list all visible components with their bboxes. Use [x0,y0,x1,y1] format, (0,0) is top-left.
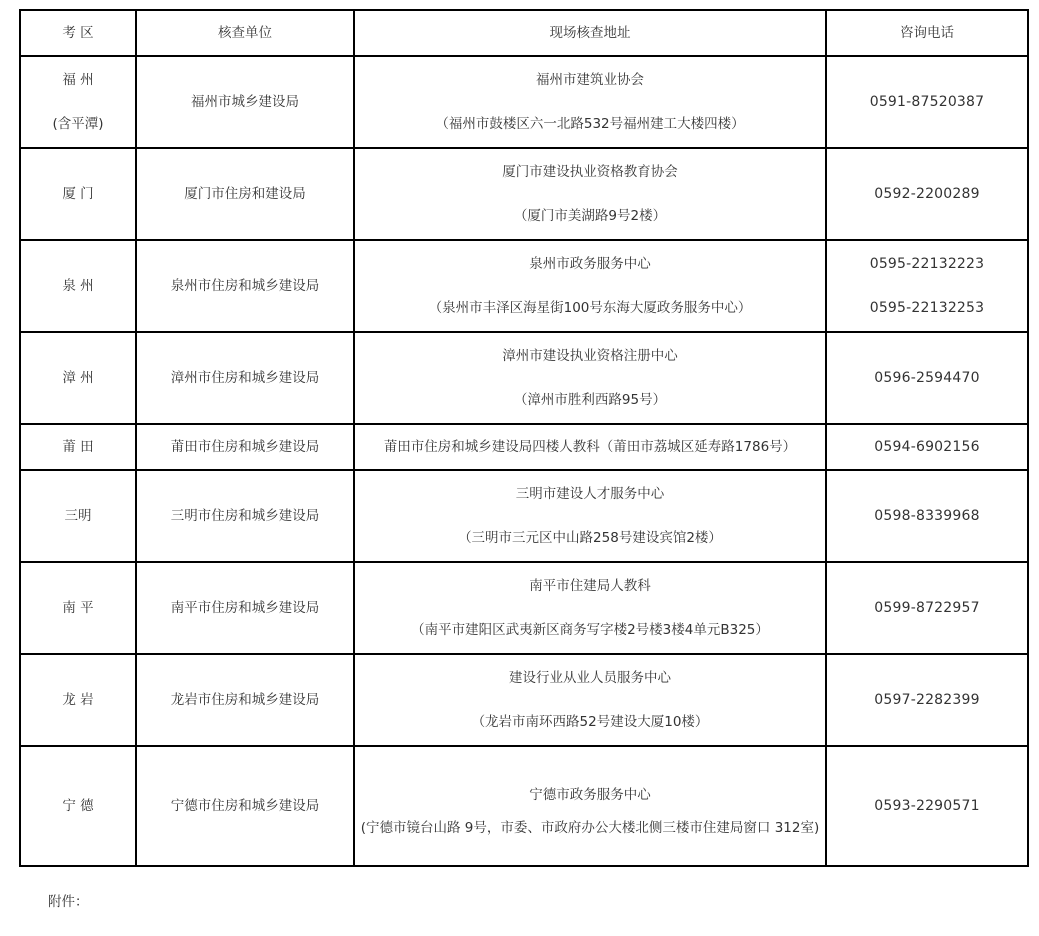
table-row [20,562,1028,654]
phone-cell: 0599-8722957 [826,562,1028,654]
unit-cell: 漳州市住房和城乡建设局 [136,332,354,424]
address-detail: （泉州市丰泽区海星街100号东海大厦政务服务中心） [428,300,752,316]
phone-cell: 0594-6902156 [826,424,1028,470]
phone-cell: 0598-8339968 [826,470,1028,562]
address-detail: （三明市三元区中山路258号建设宾馆2楼） [458,530,722,546]
header-address: 现场核查地址 [354,10,826,56]
address-org: 泉州市政务服务中心 [529,256,651,272]
verification-table [19,9,1029,867]
phone-cell: 0597-2282399 [826,654,1028,746]
address-org: 福州市建筑业协会 [536,72,644,88]
region-note: (含平潭) [52,116,104,132]
address-org: 南平市住建局人教科 [529,578,651,594]
address-org: 宁德市政务服务中心 [529,787,651,803]
phone-cell: 0593-2290571 [826,746,1028,866]
address-detail: （南平市建阳区武夷新区商务写字楼2号楼3楼4单元B325） [411,622,769,638]
phone-secondary: 0595-22132253 [869,300,985,316]
unit-cell: 南平市住房和城乡建设局 [136,562,354,654]
table-row [20,654,1028,746]
region-cell: 漳 州 [20,332,136,424]
address-detail: （厦门市美湖路9号2楼） [513,208,667,224]
region-cell: 莆 田 [20,424,136,470]
address-org: 漳州市建设执业资格注册中心 [502,348,678,364]
address-detail: （漳州市胜利西路95号） [513,392,667,408]
header-unit: 核查单位 [136,10,354,56]
attachment-label: 附件： [48,894,89,910]
phone-primary: 0595-22132223 [869,256,985,272]
region-cell: 三明 [20,470,136,562]
phone-cell [826,240,1028,332]
unit-cell: 泉州市住房和城乡建设局 [136,240,354,332]
unit-cell: 宁德市住房和城乡建设局 [136,746,354,866]
phone-cell: 0591-87520387 [826,56,1028,148]
unit-cell: 福州市城乡建设局 [136,56,354,148]
header-phone: 咨询电话 [826,10,1028,56]
header-region: 考 区 [20,10,136,56]
unit-cell: 三明市住房和城乡建设局 [136,470,354,562]
address-cell: 莆田市住房和城乡建设局四楼人教科（莆田市荔城区延寿路1786号） [354,424,826,470]
region-cell: 厦 门 [20,148,136,240]
header-row [20,10,1028,56]
address-org: 厦门市建设执业资格教育协会 [502,164,678,180]
unit-cell: 厦门市住房和建设局 [136,148,354,240]
address-cell [354,148,826,240]
address-detail: （龙岩市南环西路52号建设大厦10楼） [471,714,709,730]
region-name: 福 州 [62,72,94,88]
address-detail: （福州市鼓楼区六一北路532号福州建工大楼四楼） [435,116,745,132]
phone-cell: 0592-2200289 [826,148,1028,240]
unit-cell: 莆田市住房和城乡建设局 [136,424,354,470]
address-cell [354,654,826,746]
table-row [20,332,1028,424]
region-cell: 南 平 [20,562,136,654]
address-org: 三明市建设人才服务中心 [515,486,665,502]
table-row [20,148,1028,240]
table-row [20,56,1028,148]
table-row [20,470,1028,562]
region-cell: 龙 岩 [20,654,136,746]
region-cell [20,56,136,148]
address-cell [354,470,826,562]
address-org: 建设行业从业人员服务中心 [509,670,671,686]
phone-cell: 0596-2594470 [826,332,1028,424]
table-row [20,746,1028,866]
address-detail: (宁德市镜台山路 9号，市委、市政府办公大楼北侧三楼市住建局窗口 312室) [360,820,820,836]
address-cell [354,56,826,148]
address-cell [354,332,826,424]
unit-cell: 龙岩市住房和城乡建设局 [136,654,354,746]
region-cell: 宁 德 [20,746,136,866]
address-cell [354,746,826,866]
region-cell: 泉 州 [20,240,136,332]
address-cell [354,240,826,332]
table-row [20,240,1028,332]
address-cell [354,562,826,654]
table-row [20,424,1028,470]
